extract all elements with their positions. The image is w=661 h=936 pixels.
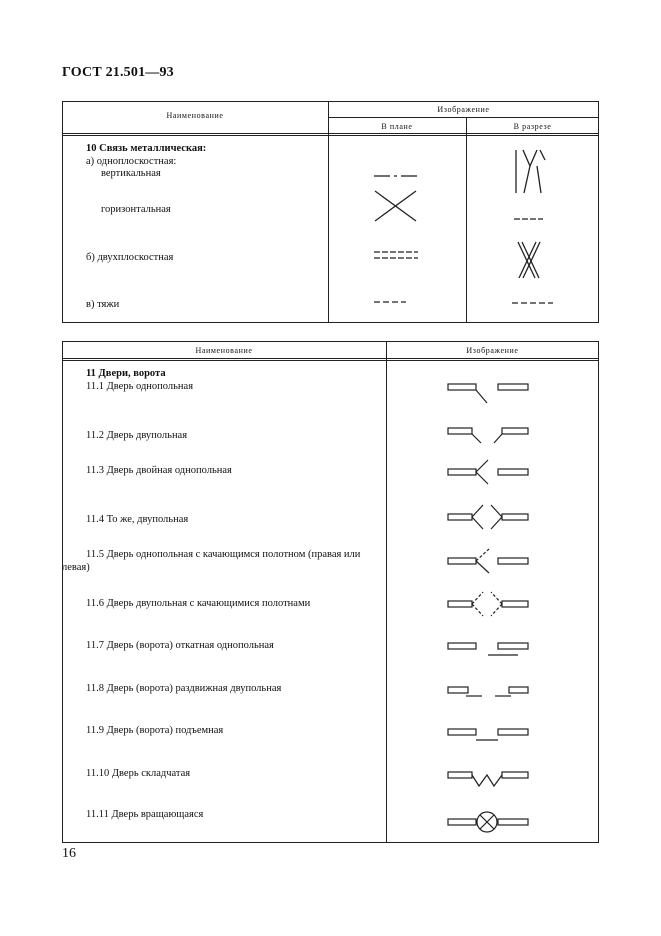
item-11-11: 11.11 Дверь вращающаяся	[86, 809, 204, 820]
col-header-image-2: Изображение	[466, 346, 519, 355]
col-header-name: Наименование	[166, 111, 224, 120]
row-horizontal-label: горизонтальная	[101, 204, 171, 215]
col-header-image: Изображение	[437, 105, 490, 114]
item-11-1: 11.1 Дверь однопольная	[86, 381, 194, 392]
item-11-2: 11.2 Дверь двупольная	[86, 430, 188, 441]
document-header: ГОСТ 21.501—93	[62, 65, 174, 80]
col-header-plan: В плане	[381, 122, 413, 131]
row-a-label: а) одноплоскостная:	[86, 156, 177, 167]
item-11-7: 11.7 Дверь (ворота) откатная однопольная	[86, 640, 274, 651]
item-11-9: 11.9 Дверь (ворота) подъемная	[86, 725, 224, 736]
row-vertical-label: вертикальная	[101, 168, 161, 179]
section-title-10: 10 Связь металлическая:	[86, 143, 207, 154]
col-header-section: В разрезе	[513, 122, 552, 131]
item-11-5-cont: левая)	[62, 562, 90, 573]
item-11-6: 11.6 Дверь двупольная с качающимися полотнами	[86, 598, 311, 609]
item-11-8: 11.8 Дверь (ворота) раздвижная двупольная	[86, 683, 282, 694]
row-c-label: в) тяжи	[86, 299, 120, 310]
col-header-name-2: Наименование	[195, 346, 253, 355]
item-11-4: 11.4 То же, двупольная	[86, 514, 189, 525]
row-b-label: б) двухплоскостная	[86, 252, 174, 263]
section-title-11: 11 Двери, ворота	[86, 368, 166, 379]
item-11-3: 11.3 Дверь двойная однопольная	[86, 465, 232, 476]
page-number: 16	[62, 846, 76, 861]
item-11-5: 11.5 Дверь однопольная с качающимся полотном (правая или	[86, 549, 361, 560]
item-11-10: 11.10 Дверь складчатая	[86, 768, 191, 779]
